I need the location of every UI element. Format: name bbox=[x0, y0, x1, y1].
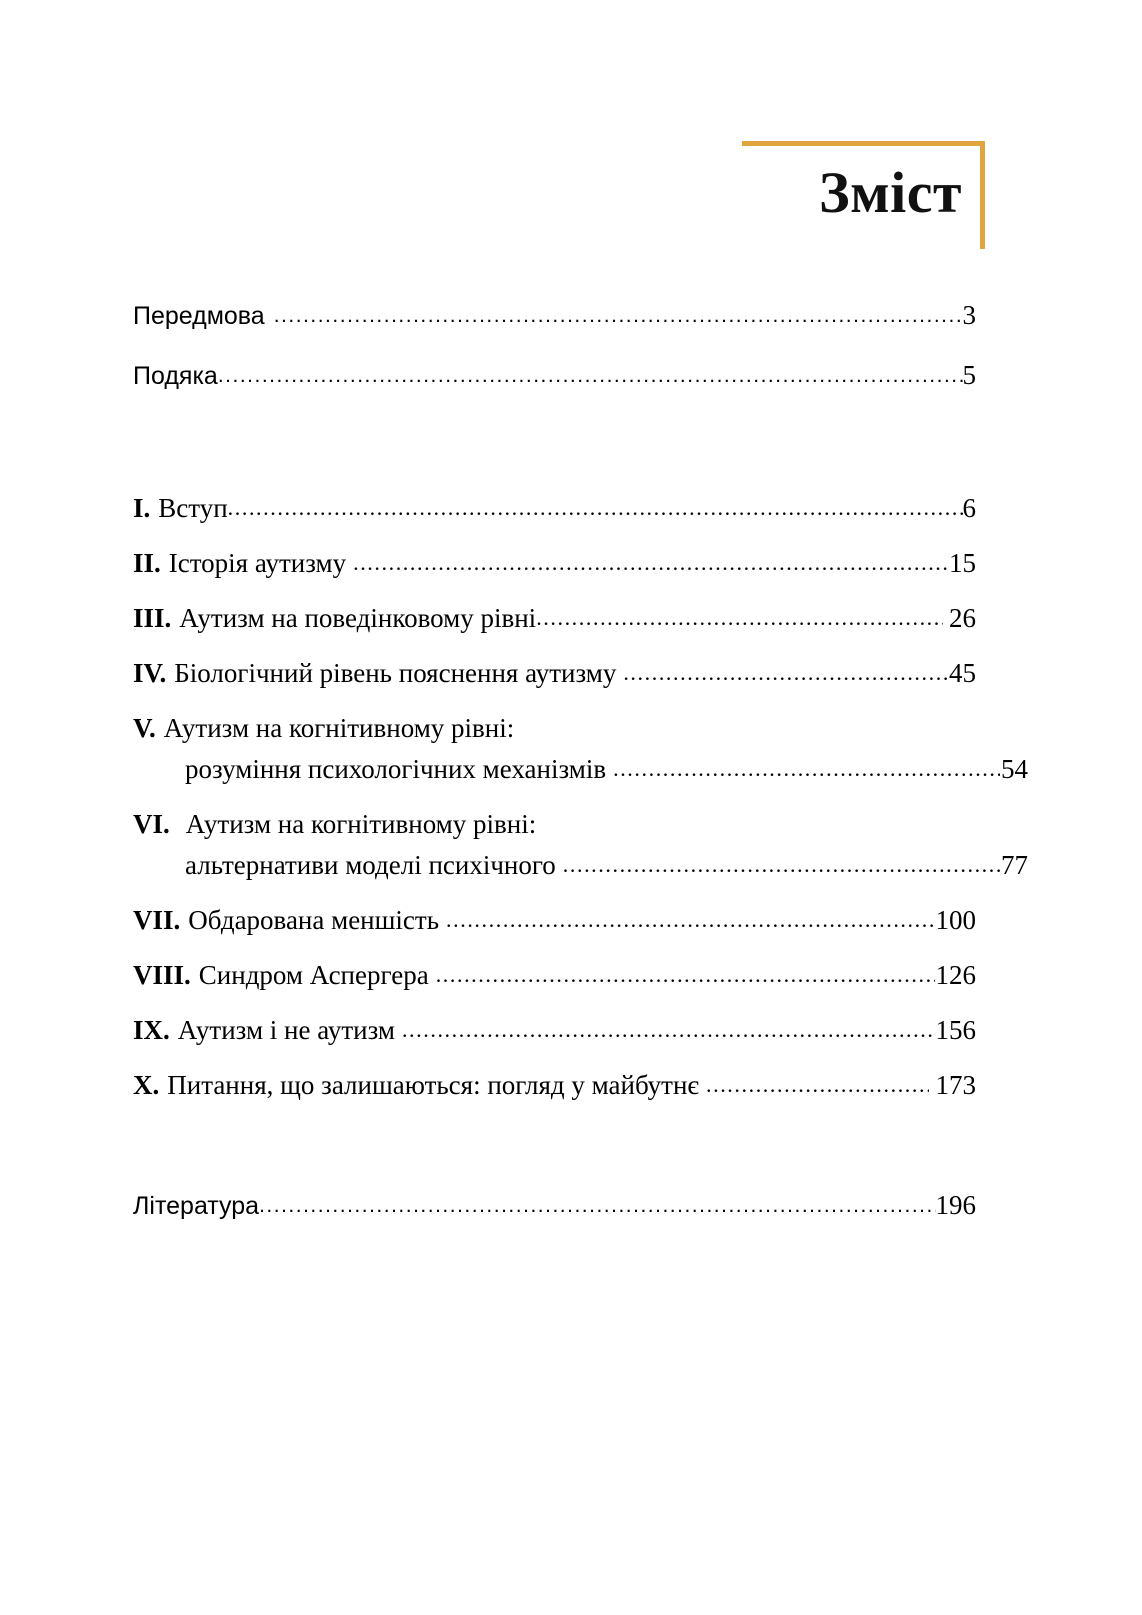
dot-leader bbox=[259, 1191, 935, 1221]
toc-entry-page: 5 bbox=[962, 360, 976, 390]
toc-entry-label bbox=[133, 1014, 395, 1047]
dot-leader bbox=[706, 1068, 929, 1101]
chapter-numeral: I. bbox=[133, 493, 151, 523]
chapter-heading-line bbox=[133, 712, 976, 745]
toc-entry-page: 77 bbox=[1001, 850, 1028, 880]
toc-entry-page: 126 bbox=[935, 960, 976, 990]
toc-entry-page: 26 bbox=[949, 603, 976, 633]
dot-leader bbox=[402, 1013, 935, 1046]
toc-entry-page: 196 bbox=[935, 1190, 976, 1220]
chapter-subtitle-line bbox=[133, 753, 1028, 787]
toc-entry-page: 156 bbox=[935, 1015, 976, 1045]
toc-entry-label bbox=[133, 959, 429, 992]
chapter-heading-line bbox=[133, 808, 976, 841]
chapter-title: Вступ bbox=[158, 493, 228, 523]
toc-entry-chapter-ix[interactable] bbox=[133, 1014, 976, 1048]
chapter-title: Аутизм на когнітивному рівні: bbox=[185, 809, 537, 839]
toc-entry-chapter-x[interactable] bbox=[133, 1069, 976, 1103]
dot-leader bbox=[446, 903, 934, 936]
chapter-title: Аутизм на когнітивному рівні: bbox=[163, 713, 515, 743]
toc-entry-chapter-ii[interactable] bbox=[133, 547, 976, 581]
toc-entry-page: 54 bbox=[1001, 754, 1028, 784]
chapter-title: Аутизм на поведінковому рівні bbox=[179, 603, 537, 633]
chapter-title: Аутизм і не аутизм bbox=[177, 1015, 395, 1045]
toc-entry-chapter-vii[interactable] bbox=[133, 904, 976, 938]
dot-leader bbox=[274, 301, 963, 331]
chapter-subtitle-line bbox=[133, 849, 1028, 883]
dot-leader bbox=[218, 361, 963, 391]
chapter-numeral: V. bbox=[133, 713, 156, 743]
toc-entry-page: 3 bbox=[962, 300, 976, 330]
page-title-frame bbox=[742, 141, 985, 249]
page-title: Зміст bbox=[819, 160, 962, 225]
dot-leader bbox=[228, 491, 963, 524]
toc-entry-label bbox=[133, 904, 439, 937]
toc-entry-label bbox=[133, 657, 616, 690]
toc-entry-podyaka[interactable] bbox=[133, 360, 976, 393]
toc-entry-page: 45 bbox=[949, 658, 976, 688]
chapter-subtitle: альтернативи моделі психічного bbox=[185, 850, 556, 880]
toc-entry-label bbox=[133, 1069, 699, 1102]
dot-leader bbox=[563, 848, 1000, 881]
toc-entry-chapter-i[interactable] bbox=[133, 492, 976, 526]
toc-entry-chapter-v[interactable] bbox=[133, 712, 1028, 787]
toc-entry-label bbox=[133, 602, 536, 635]
chapter-title: Синдром Аспергера bbox=[198, 960, 429, 990]
toc-entry-label bbox=[133, 547, 346, 580]
dot-leader bbox=[436, 958, 935, 991]
chapter-numeral: IX. bbox=[133, 1015, 170, 1045]
toc-entry-page: 6 bbox=[962, 493, 976, 523]
chapter-title: Біологічний рівень пояснення аутизму bbox=[174, 658, 617, 688]
dot-leader bbox=[623, 656, 948, 689]
chapter-numeral: IV. bbox=[133, 658, 167, 688]
chapter-title: Обдарована меншість bbox=[188, 905, 440, 935]
toc-entry-label: Подяка bbox=[133, 362, 218, 390]
dot-leader bbox=[353, 546, 948, 579]
toc-entry-chapter-iv[interactable] bbox=[133, 657, 976, 691]
chapter-numeral: VIII. bbox=[133, 960, 191, 990]
table-of-contents bbox=[133, 300, 1028, 1223]
chapter-numeral: III. bbox=[133, 603, 172, 633]
chapter-title: Питання, що залишаються: погляд у майбутнє bbox=[167, 1070, 699, 1100]
toc-entry-page: 15 bbox=[949, 548, 976, 578]
chapter-numeral: X. bbox=[133, 1070, 160, 1100]
toc-entry-chapter-viii[interactable] bbox=[133, 959, 976, 993]
toc-entry-page: 173 bbox=[935, 1070, 976, 1100]
dot-leader bbox=[613, 752, 1000, 785]
section-spacer bbox=[133, 1124, 976, 1190]
toc-entry-page: 100 bbox=[935, 905, 976, 935]
toc-entry-bibliography[interactable] bbox=[133, 1190, 976, 1223]
toc-entry-label: Література bbox=[133, 1192, 260, 1220]
chapter-title: Історія аутизму bbox=[168, 548, 347, 578]
chapter-numeral: II. bbox=[133, 548, 161, 578]
toc-entry-chapter-iii[interactable] bbox=[133, 602, 976, 636]
dot-leader bbox=[536, 601, 943, 634]
toc-entry-label: Передмова bbox=[133, 302, 265, 330]
toc-entry-peredmova[interactable] bbox=[133, 300, 976, 333]
section-spacer bbox=[133, 420, 976, 492]
toc-entry-label bbox=[133, 492, 228, 525]
chapter-numeral: VII. bbox=[133, 905, 181, 935]
chapter-subtitle: розуміння психологічних механізмів bbox=[185, 754, 607, 784]
chapter-numeral: VI. bbox=[133, 809, 170, 839]
toc-entry-chapter-vi[interactable] bbox=[133, 808, 1028, 883]
